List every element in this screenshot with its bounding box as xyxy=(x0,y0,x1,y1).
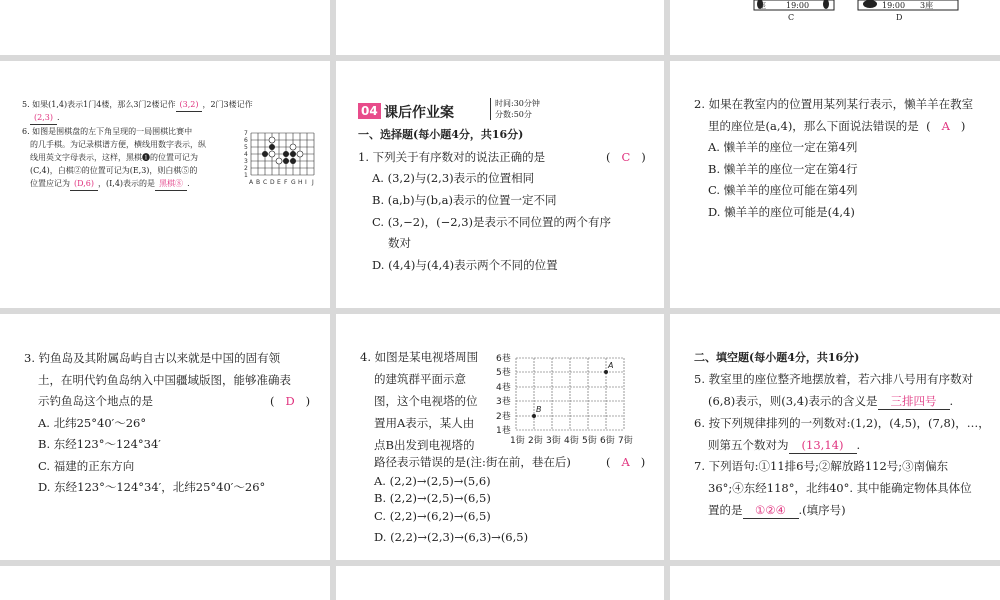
go-board-diagram xyxy=(243,129,323,189)
question-6-line3: 线用英文字母表示，这样，黑棋❶的位置可记为 xyxy=(30,153,198,162)
col-label: G xyxy=(291,179,296,186)
question-5b-line2: (6,8)表示，则(3,4)表示的含义是 三排四号 . xyxy=(708,394,954,408)
seat-d-label: 3座 xyxy=(920,1,934,10)
go-col-labels xyxy=(249,179,314,186)
question-6-line5: 位置应记为 (D,6) ，(I,4)表示的是 黑棋⑧ . xyxy=(30,178,190,191)
question-4-line5: 点B出发到电视塔的 xyxy=(374,438,475,452)
panel-go-board-questions xyxy=(0,61,330,308)
q7-answer: ①②④ xyxy=(743,503,799,519)
panel-bottom-left xyxy=(0,566,330,600)
col-label: E xyxy=(277,179,281,186)
seat-illustration-d xyxy=(856,0,966,26)
question-4-line3: 图，这个电视塔的位 xyxy=(374,394,478,408)
white-stone xyxy=(290,144,296,150)
black-stone xyxy=(290,158,296,164)
question-4-line2: 的建筑群平面示意 xyxy=(374,372,466,386)
option-c-label: C xyxy=(788,13,795,22)
col-label: B xyxy=(256,179,261,186)
question-3-line1: 3. 钓鱼岛及其附属岛屿自古以来就是中国的固有领 xyxy=(24,351,281,365)
street-lane-grid xyxy=(496,352,656,452)
question-1: 1. 下列关于有序数对的说法正确的是 xyxy=(358,150,546,164)
lane-label: 1巷 xyxy=(496,426,511,436)
street-label: 7街 xyxy=(618,436,633,446)
q1-option-b: B. (a,b)与(b,a)表示的位置一定不同 xyxy=(372,193,557,207)
col-label: I xyxy=(305,179,307,186)
question-4-line6: 路径表示错误的是(注:街在前，巷在后) xyxy=(374,455,571,469)
panel-top-right xyxy=(670,0,1000,55)
row-label: 3 xyxy=(244,158,248,165)
go-grid xyxy=(251,133,314,175)
question-3-line3: 示钓鱼岛这个地点的是 xyxy=(38,394,153,408)
col-label: J xyxy=(312,179,314,186)
question-6-line4: (C,4)，白棋②的位置可记为(E,3)，则白棋⑤的 xyxy=(30,166,198,175)
question-5: 5. 如果(1,4)表示1门4楼，那么3门2楼记作 (3,2) ，2门3楼记作 xyxy=(22,99,253,112)
point-a-label: A xyxy=(608,361,614,370)
question-6-line2: 的几手棋。为记录棋谱方便，横线用数字表示，纵 xyxy=(30,140,206,149)
col-label: D xyxy=(270,179,275,186)
q3-option-b: B. 东经123°～124°34′ xyxy=(38,437,161,451)
black-stone xyxy=(290,151,296,157)
row-label: 6 xyxy=(244,137,248,144)
col-label: C xyxy=(263,179,268,186)
q1-option-a: A. (3,2)与(2,3)表示的位置相同 xyxy=(372,171,535,185)
black-stone xyxy=(269,144,275,150)
panel-q4 xyxy=(336,314,664,560)
time-score-box xyxy=(490,98,540,120)
question-6-line1: 6. 如图是围棋盘的左下角呈现的一局围棋比赛中 xyxy=(22,127,193,136)
q3-option-d: D. 东经123°～124°34′，北纬25°40′～26° xyxy=(38,480,266,494)
white-stone-5 xyxy=(269,137,275,143)
section-heading-fill: 二、填空题(每小题4分，共16分) xyxy=(694,351,860,364)
row-label: 7 xyxy=(244,130,248,137)
panel-top-left xyxy=(0,0,330,55)
question-4-line1: 4. 如图是某电视塔周围 xyxy=(360,350,479,364)
section-badge: 04 xyxy=(358,103,381,119)
street-label: 5街 xyxy=(582,436,597,446)
col-label: H xyxy=(298,179,303,186)
lane-label: 6巷 xyxy=(496,354,511,364)
col-label: A xyxy=(249,179,254,186)
question-4-line4: 置用A表示，某人由 xyxy=(374,416,475,430)
q4-option-c: C. (2,2)→(6,2)→(6,5) xyxy=(374,509,491,523)
q5-answer-2: (2,3) xyxy=(30,112,57,125)
panel-fill-blanks xyxy=(670,314,1000,560)
street-label: 2街 xyxy=(528,436,543,446)
q1-option-c: C. (3,−2)，(−2,3)是表示不同位置的两个有序 xyxy=(372,215,611,229)
panel-homework-q1 xyxy=(336,61,664,308)
lane-label: 3巷 xyxy=(496,397,511,407)
panel-bottom-middle xyxy=(336,566,664,600)
q6-answer-2: 黑棋⑧ xyxy=(155,178,187,191)
lane-label: 4巷 xyxy=(496,383,511,393)
section-title: 课后作业案 xyxy=(384,105,454,121)
row-label: 2 xyxy=(244,165,248,172)
question-2-line2: 里的座位是(a,4)，那么下面说法错误的是 ( A ) xyxy=(708,119,966,133)
point-a-dot xyxy=(604,370,608,374)
seat-c-label: 座 xyxy=(758,1,766,10)
q1-option-c-cont: 数对 xyxy=(388,236,411,250)
question-7-line3: 置的是 ①②④ .(填序号) xyxy=(708,503,846,517)
white-stone-2 xyxy=(276,158,282,164)
q1-option-d: D. (4,4)与(4,4)表示两个不同的位置 xyxy=(372,258,558,272)
q1-answer-paren: ( C ) xyxy=(606,150,646,164)
question-2-line1: 2. 如果在教室内的位置用某列某行表示，懒羊羊在教室 xyxy=(694,97,974,111)
white-stone xyxy=(297,151,303,157)
question-6b-line1: 6. 按下列规律排列的一列数对:(1,2)，(4,5)，(7,8)，…， xyxy=(694,416,990,430)
panel-bottom-right xyxy=(670,566,1000,600)
q2-option-d: D. 懒羊羊的座位可能是(4,4) xyxy=(708,205,855,219)
street-label: 3街 xyxy=(546,436,561,446)
q3-answer: D xyxy=(285,394,295,408)
q6-answer-1: (D,6) xyxy=(70,178,98,191)
time-d: 19:00 xyxy=(882,1,906,10)
q3-option-c: C. 福建的正东方向 xyxy=(38,459,135,473)
go-row-labels xyxy=(244,130,248,179)
lane-labels xyxy=(496,352,511,436)
black-stone-1 xyxy=(262,151,268,157)
point-b-dot xyxy=(532,414,536,418)
street-labels xyxy=(510,434,633,446)
question-5-line2: (2,3) . xyxy=(30,112,60,125)
q4-answer-paren: ( A ) xyxy=(606,455,646,469)
row-label: 1 xyxy=(244,172,248,179)
score-total: 分数:50分 xyxy=(495,110,532,119)
q4-answer: A xyxy=(621,455,630,469)
panel-q3 xyxy=(0,314,330,560)
lane-label: 2巷 xyxy=(496,412,511,422)
q1-answer: C xyxy=(621,150,631,164)
street-label: 4街 xyxy=(564,436,579,446)
go-stones xyxy=(262,137,303,164)
street-label: 1街 xyxy=(510,436,525,446)
point-b-label: B xyxy=(536,405,542,414)
lane-label: 5巷 xyxy=(496,368,511,378)
q4-option-b: B. (2,2)→(2,5)→(6,5) xyxy=(374,491,491,505)
q2-answer: A xyxy=(941,119,950,133)
q5-answer-1: (3,2) xyxy=(176,99,203,112)
black-stone xyxy=(283,158,289,164)
q3-option-a: A. 北纬25°40′～26° xyxy=(38,416,147,430)
panel-top-middle xyxy=(336,0,664,55)
row-label: 4 xyxy=(244,151,248,158)
white-stone xyxy=(269,151,275,157)
section-heading-choice: 一、选择题(每小题4分，共16分) xyxy=(358,128,524,141)
black-stone xyxy=(283,151,289,157)
street-label: 6街 xyxy=(600,436,615,446)
question-7-line2: 36°;④东经118°，北纬40°. 其中能确定物体具体位 xyxy=(708,481,972,495)
q3-answer-paren: ( D ) xyxy=(270,394,311,408)
option-d-label: D xyxy=(896,13,903,22)
question-3-line2: 土，在明代钓鱼岛纳入中国疆域版图，能够准确表 xyxy=(38,373,291,387)
q5b-answer: 三排四号 xyxy=(878,394,950,410)
question-7-line1: 7. 下列语句:①11排6号;②解放路112号;③南偏东 xyxy=(694,459,949,473)
row-label: 5 xyxy=(244,144,248,151)
q2-option-a: A. 懒羊羊的座位一定在第4列 xyxy=(708,140,858,154)
q6b-answer: (13,14) xyxy=(789,438,857,454)
time-limit: 时间:30分钟 xyxy=(495,99,540,108)
question-6b-line2: 则第五个数对为 (13,14) . xyxy=(708,438,861,452)
q4-option-d: D. (2,2)→(2,3)→(6,3)→(6,5) xyxy=(374,530,529,544)
col-label: F xyxy=(284,179,288,186)
q2-option-c: C. 懒羊羊的座位可能在第4列 xyxy=(708,183,858,197)
question-5b-line1: 5. 教室里的座位整齐地摆放着，若六排八号用有序数对 xyxy=(694,372,974,386)
q4-option-a: A. (2,2)→(2,5)→(5,6) xyxy=(374,474,491,488)
panel-q2 xyxy=(670,61,1000,308)
time-c: 19:00 xyxy=(786,1,810,10)
q2-option-b: B. 懒羊羊的座位一定在第4行 xyxy=(708,162,858,176)
